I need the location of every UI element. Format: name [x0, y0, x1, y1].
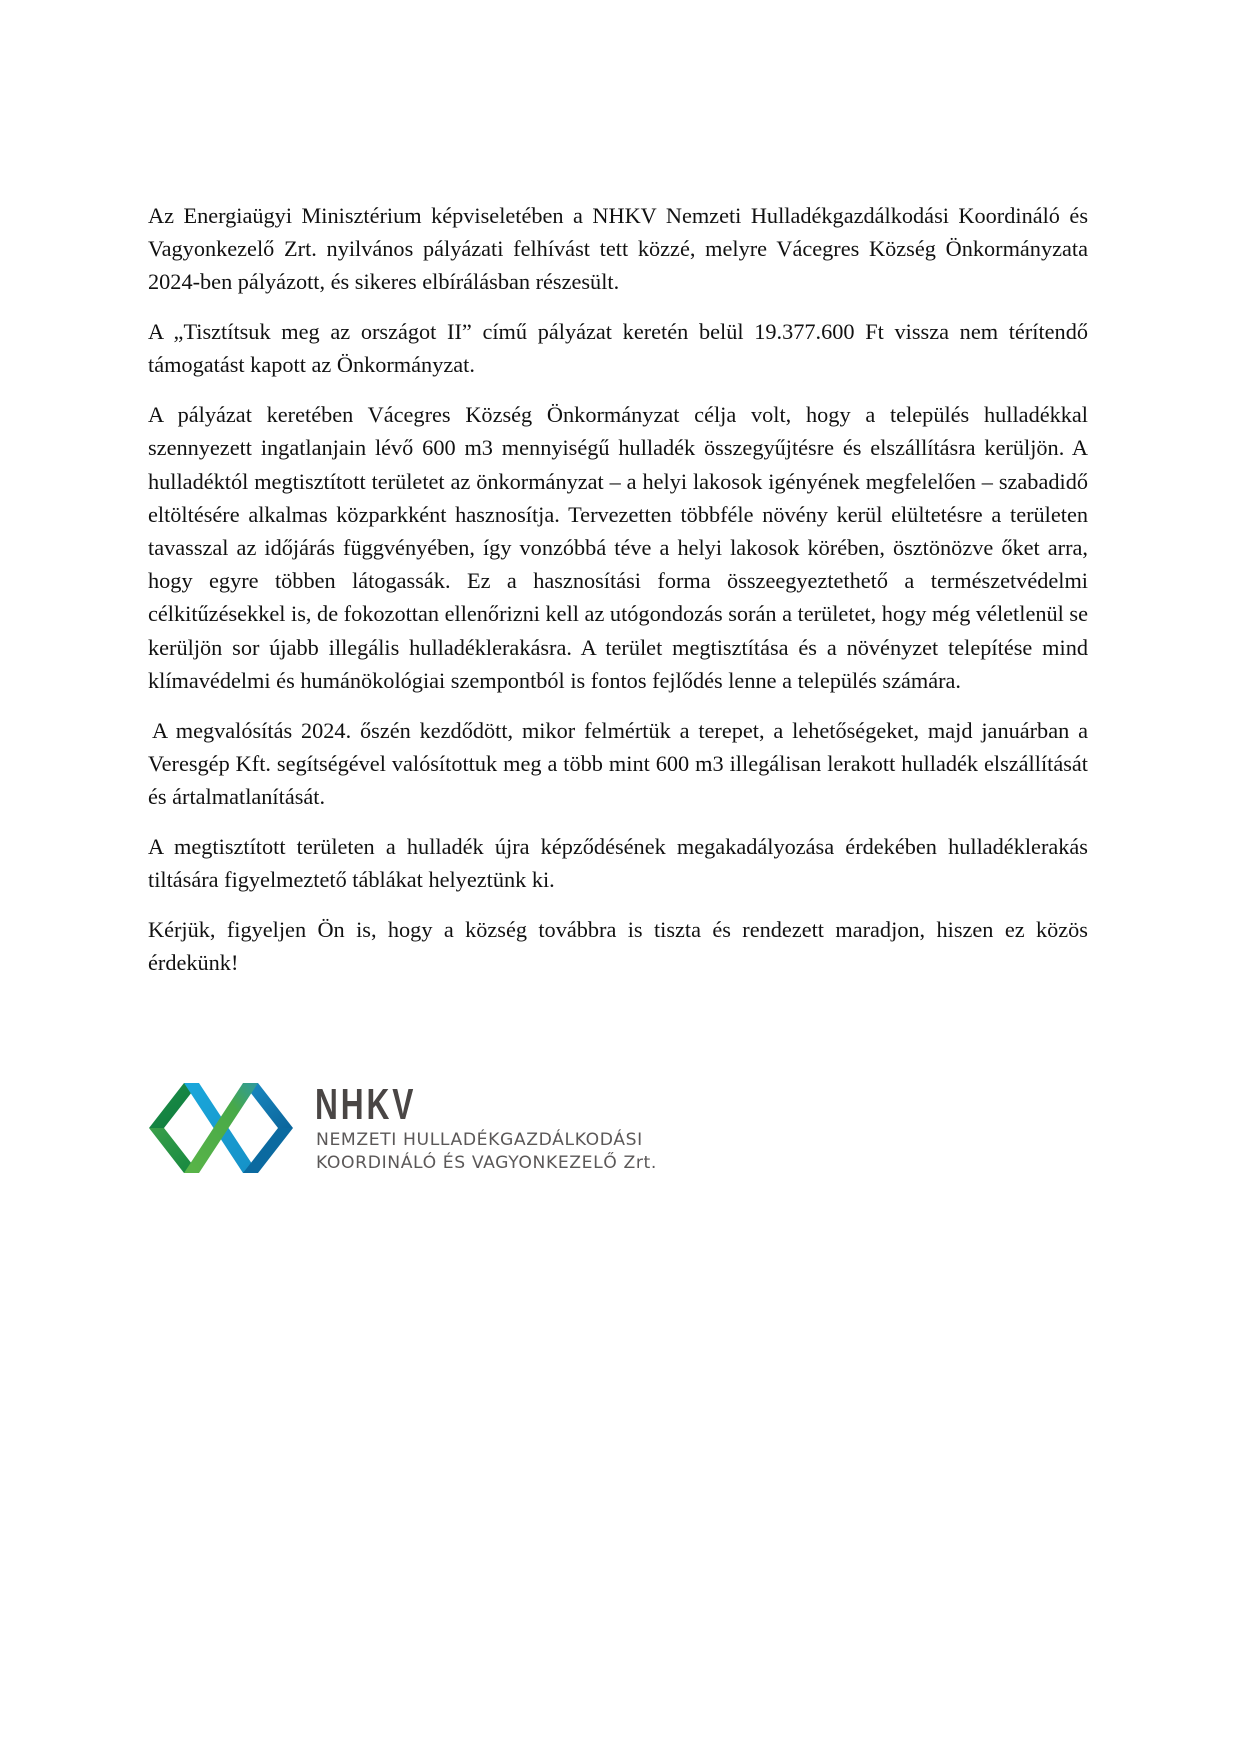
nhkv-logo [148, 1082, 708, 1177]
document-body [148, 199, 1088, 996]
paragraph-project-goal: A pályázat keretében Vácegres Község Önkormányzat célja volt, hogy a település hulladékkal szennyezett ingatlanjain lévő 600 m3 mennyiségű hulladék összegyűjtésre és elszállításra kerüljön. A hulladéktól megtisztított területet az önkormányzat – a helyi lakosok igényének megfelelően – szabadidő eltöltésére alkalmas közparkként hasznosítja. Tervezetten többféle növény kerül elültetésre a területen tavasszal az időjárás függvényében, így vonzóbbá téve a helyi lakosok körében, ösztönözve őket arra, hogy egyre többen látogassák. Ez a hasznosítási forma összeegyeztethető a természetvédelmi célkitűzésekkel is, de fokozottan ellenőrizni kell az utógondozás során a területet, hogy még véletlenül se kerüljön sor újabb illegális hulladéklerakásra. A terület megtisztítása és a növényzet telepítése mind klímavédelmi és humánökológiai szempontból is fontos fejlődés lenne a település számára. [148, 402, 1088, 693]
logo-right-lower-band [243, 1128, 293, 1173]
paragraph-appeal: Kérjük, figyeljen Ön is, hogy a község továbbra is tiszta és rendezett maradjon, hiszen ez közös érdekünk! [148, 916, 1088, 976]
logo-wordmark: NHKV [315, 1080, 417, 1129]
paragraph-intro: Az Energiaügyi Minisztérium képviseletében a NHKV Nemzeti Hulladékgazdálkodási Koordináló és Vagyonkezelő Zrt. nyilvános pályázati felhívást tett közzé, melyre Vácegres Község Önkormányzata 2024-ben pályázott, és sikeres elbírálásban részesült. [148, 203, 1088, 295]
paragraph-implementation: A megvalósítás 2024. őszén kezdődött, mikor felmértük a terepet, a lehetőségeket, majd januárban a Veresgép Kft. segítségével valósítottuk meg a több mint 600 m3 illegálisan lerakott hulladék elszállítását és ártalmatlanítását. [148, 717, 1088, 810]
paragraph-warning-signs: A megtisztított területen a hulladék újra képződésének megakadályozása érdekében hulladéklerakás tiltására figyelmeztető táblákat helyeztünk ki. [148, 833, 1088, 893]
logo-subtitle-line2: KOORDINÁLÓ ÉS VAGYONKEZELŐ Zrt. [316, 1153, 657, 1173]
paragraph-grant-amount: A „Tisztítsuk meg az országot II” című pályázat keretén belül 19.377.600 Ft vissza nem térítendő támogatást kapott az Önkormányzat. [148, 319, 1088, 378]
nhkv-infinity-diamond-logo-icon [148, 1082, 294, 1174]
logo-subtitle-line1: NEMZETI HULLADÉKGAZDÁLKODÁSI [316, 1130, 643, 1150]
